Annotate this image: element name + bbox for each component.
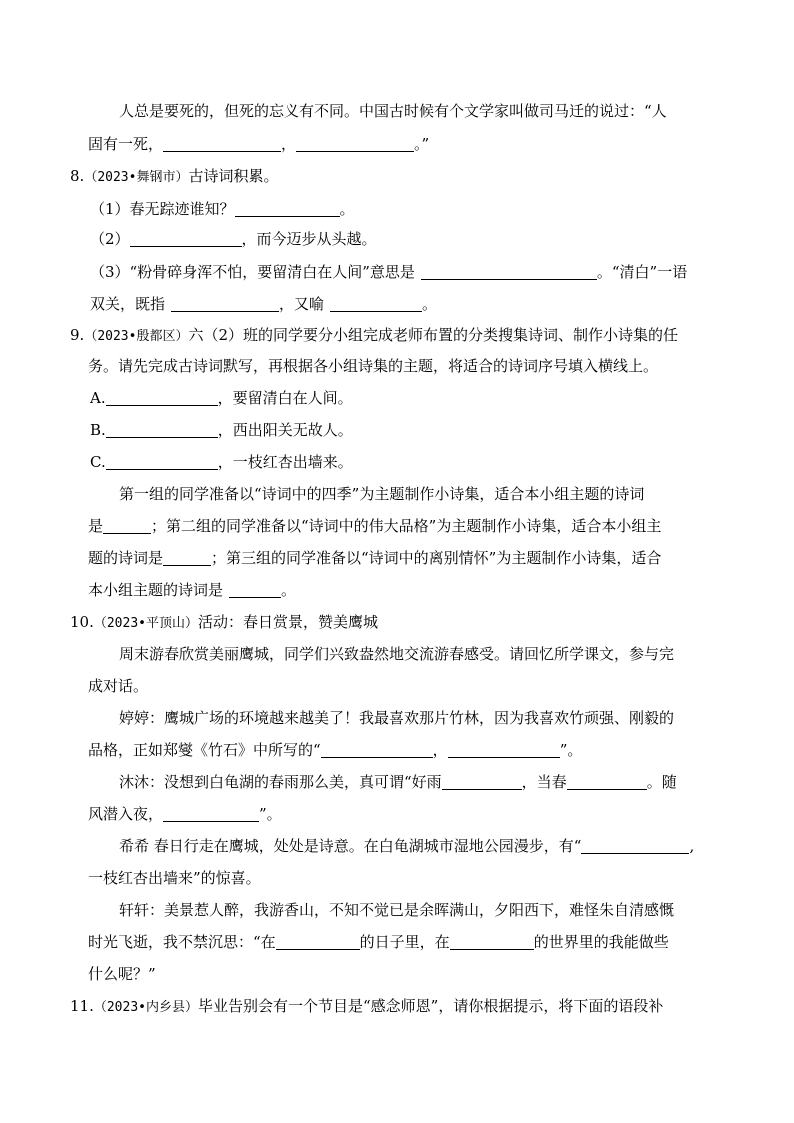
dialogue-text: 的世界里的我能做些 <box>533 933 669 951</box>
question-9-task-4 <box>88 580 296 600</box>
question-9-task-2 <box>88 516 661 536</box>
item-text: （3）“粉骨碎身浑不怕，要留清白在人间”意思是 <box>90 263 415 281</box>
dialogue-xixi-2: 一枝红杏出墙来”的惊喜。 <box>88 869 261 887</box>
question-title: 古诗词积累。 <box>188 167 279 185</box>
fill-blank[interactable] <box>235 200 340 217</box>
item-text: （2） <box>90 230 130 248</box>
question-number: 10. <box>70 613 94 631</box>
item-text: （1）春无踪迹谁知？ <box>90 200 235 218</box>
fill-blank[interactable] <box>163 549 211 566</box>
fill-blank[interactable] <box>163 135 281 152</box>
question-10-header <box>70 612 378 634</box>
dialogue-tingting-2 <box>88 740 582 760</box>
question-source: （2023•殷都区） <box>84 329 189 344</box>
question-title: 活动：春日赏景，赞美鹰城 <box>198 613 379 631</box>
task-text: 。 <box>281 581 297 599</box>
intro-text: ， <box>281 135 297 153</box>
item-text: 。 <box>339 200 355 218</box>
task-text: 题的诗词是 <box>88 549 164 567</box>
dialogue-text: 。随 <box>646 773 677 791</box>
fill-blank[interactable] <box>567 773 647 790</box>
intro-line-1: 人总是要死的，但死的忘义有不同。中国古时候有个文学家叫做司马迁的说过：“人 <box>119 102 667 120</box>
dialogue-text: , <box>689 837 695 855</box>
dialogue-text: 沐沐：没想到白龟湖的春雨那么美，真可谓“好雨 <box>119 773 442 791</box>
question-8-header <box>70 166 278 188</box>
item-text: 。“清白”一语 <box>596 263 688 281</box>
dialogue-mumu-2 <box>88 804 282 824</box>
question-10-intro-2: 成对话。 <box>88 677 149 695</box>
question-9-option-c <box>90 452 353 472</box>
task-text: 本小组主题的诗词是 <box>88 581 224 599</box>
question-9-option-b <box>90 420 353 440</box>
item-text: ，而今迈步从头越。 <box>241 230 377 248</box>
task-text: 是 <box>88 517 104 535</box>
fill-blank[interactable] <box>106 389 218 406</box>
question-8-item-2 <box>90 229 377 249</box>
fill-blank[interactable] <box>276 933 360 950</box>
fill-blank[interactable] <box>330 295 422 312</box>
intro-text: 。” <box>414 135 430 153</box>
dialogue-text: 的日子里，在 <box>359 933 450 951</box>
fill-blank[interactable] <box>103 517 151 534</box>
question-8-item-1 <box>90 199 355 219</box>
dialogue-text: ”。 <box>259 805 282 823</box>
question-text: 六（2）班的同学要分小组完成老师布置的分类搜集诗词、制作小诗集的任 <box>188 326 678 344</box>
dialogue-xuanxuan-1: 轩轩：美景惹人醉，我游香山，不知不觉已是余晖满山，夕阳西下，难怪朱自清感慨 <box>119 901 675 919</box>
dialogue-xixi-1 <box>119 836 694 856</box>
task-text: ；第三组的同学准备以“诗词中的离别情怀”为主题制作小诗集，适合 <box>211 549 662 567</box>
option-label: B. <box>90 421 106 439</box>
question-source: （2023•平顶山） <box>93 616 198 631</box>
fill-blank[interactable] <box>421 263 597 280</box>
fill-blank[interactable] <box>106 453 218 470</box>
question-8-item-3-cont <box>90 294 437 314</box>
question-text: 毕业告别会有一个节目是“感念师恩”，请你根据提示，将下面的语段补 <box>198 997 664 1015</box>
fill-blank[interactable] <box>448 741 560 758</box>
question-source: （2023•舞钢市） <box>84 170 189 185</box>
option-label: A. <box>90 389 106 407</box>
fill-blank[interactable] <box>130 230 242 247</box>
fill-blank[interactable] <box>442 773 522 790</box>
fill-blank[interactable] <box>296 135 414 152</box>
option-text: ，一枝红杏出墙来。 <box>217 453 353 471</box>
question-number: 11. <box>70 997 94 1015</box>
question-8-item-3 <box>90 262 687 282</box>
question-9-task-1: 第一组的同学准备以“诗词中的四季”为主题制作小诗集，适合本小组主题的诗词 <box>119 485 645 503</box>
option-label: C. <box>90 453 106 471</box>
fill-blank[interactable] <box>581 837 689 854</box>
dialogue-mumu-1 <box>119 772 677 792</box>
question-number: 9. <box>70 326 85 344</box>
fill-blank[interactable] <box>163 805 259 822</box>
question-11-header <box>70 996 663 1018</box>
fill-blank[interactable] <box>450 933 534 950</box>
fill-blank[interactable] <box>171 295 279 312</box>
intro-line-2 <box>88 134 429 154</box>
dialogue-text: 时光飞逝，我不禁沉思：“在 <box>88 933 276 951</box>
item-text: 。 <box>422 295 438 313</box>
question-9-line-2: 务。请先完成古诗词默写，再根据各小组诗集的主题，将适合的诗词序号填入横线上。 <box>88 357 659 375</box>
question-9-task-3 <box>88 548 661 568</box>
item-text: ，又喻 <box>279 295 325 313</box>
question-9-option-a <box>90 388 353 408</box>
dialogue-text: ，当春 <box>521 773 567 791</box>
question-source: （2023•内乡县） <box>93 1000 198 1015</box>
dialogue-text: ， <box>432 741 448 759</box>
question-10-intro-1: 周末游春欣赏美丽鹰城，同学们兴致盎然地交流游春感受。请回忆所学课文，参与完 <box>119 645 675 663</box>
option-text: ，西出阳关无故人。 <box>217 421 353 439</box>
fill-blank[interactable] <box>229 581 281 598</box>
question-number: 8. <box>70 167 85 185</box>
dialogue-text: 风潜入夜， <box>88 805 164 823</box>
dialogue-text: ”。 <box>559 741 583 759</box>
task-text: ；第二组的同学准备以“诗词中的伟大品格”为主题制作小诗集，适合本小组主 <box>151 517 662 535</box>
dialogue-tingting-1: 婷婷：鹰城广场的环境越来越美了！我最喜欢那片竹林，因为我喜欢竹顽强、刚毅的 <box>119 709 675 727</box>
question-9-header <box>70 325 678 347</box>
fill-blank[interactable] <box>106 421 218 438</box>
item-text: 双关，既指 <box>90 295 166 313</box>
intro-text: 固有一死， <box>88 135 164 153</box>
dialogue-text: 希希 春日行走在鹰城，处处是诗意。在白龟湖城市湿地公园漫步，有“ <box>119 837 582 855</box>
dialogue-text: 品格，正如郑燮《竹石》中所写的“ <box>88 741 321 759</box>
fill-blank[interactable] <box>321 741 433 758</box>
dialogue-xuanxuan-3: 什么呢？” <box>88 965 156 983</box>
option-text: ，要留清白在人间。 <box>217 389 353 407</box>
dialogue-xuanxuan-2 <box>88 932 669 952</box>
